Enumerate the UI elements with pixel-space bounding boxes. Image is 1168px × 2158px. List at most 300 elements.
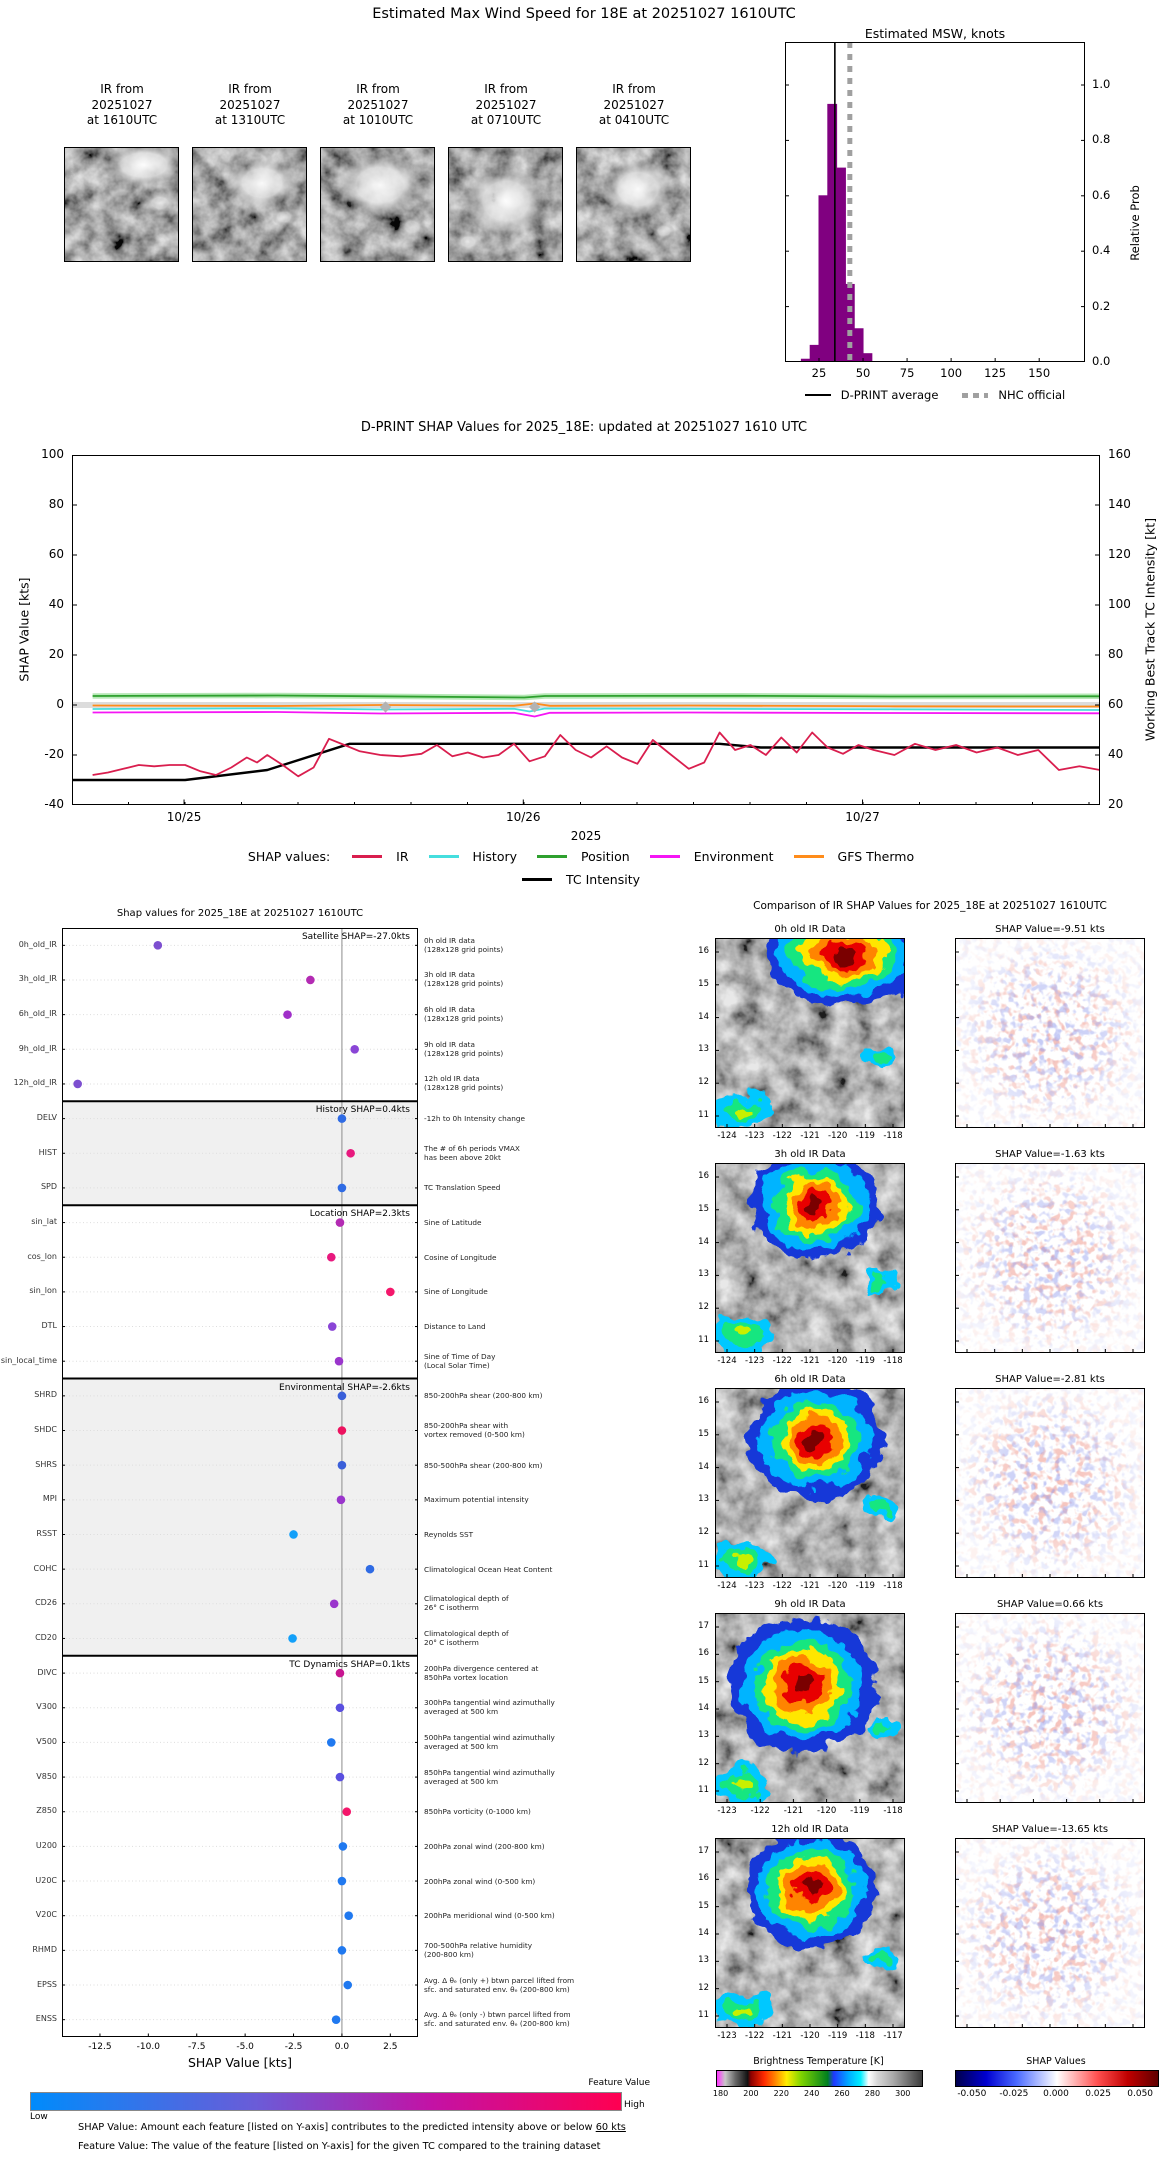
ir-map-xtick: -119 — [855, 1131, 875, 1141]
feature-description — [424, 1461, 594, 1470]
shap-dot-V20C — [344, 1911, 353, 1920]
ir-data-title: 0h old IR Data — [774, 924, 846, 935]
feature-description-line: 850-200hPa shear (200-800 km) — [424, 1391, 543, 1401]
feature-description-line: 850hPa vorticity (0-1000 km) — [424, 1807, 531, 1817]
feature-description-line: 850hPa tangential wind azimuthally — [424, 1767, 555, 1777]
feature-description-line: Reynolds SST — [424, 1529, 474, 1539]
shap-dot-cos_lon — [327, 1253, 336, 1262]
feature-description — [424, 1322, 594, 1331]
histogram-xtick-label: 75 — [899, 366, 915, 380]
ir-map-xtick: -119 — [855, 1581, 875, 1591]
feature-label-DTL: DTL — [41, 1321, 57, 1331]
shap-dot-DTL — [328, 1322, 337, 1331]
ir-map-xtick: -120 — [828, 1131, 848, 1141]
ir-map-xtick: -121 — [800, 1131, 820, 1141]
feature-label-sin_lon: sin_lon — [29, 1286, 57, 1296]
ir-map-xtick: -121 — [772, 2031, 792, 2041]
feature-description — [424, 1807, 594, 1816]
timeseries-left-ytick: 40 — [48, 597, 64, 611]
timeseries-left-ytick: 60 — [48, 547, 64, 561]
feature-label-SHRS: SHRS — [35, 1459, 57, 1469]
timeseries-left-ytick: 100 — [41, 447, 64, 461]
timeseries-right-ytick: 80 — [1108, 647, 1124, 661]
feature-label-3h_old_IR: 3h_old_IR — [18, 974, 57, 984]
shap-dot-DIVC — [336, 1669, 345, 1678]
feature-description-line: (200-800 km) — [424, 1949, 474, 1959]
timeseries-right-ytick: 140 — [1108, 497, 1131, 511]
dprint-average-label: D-PRINT average — [840, 388, 939, 402]
feature-description — [424, 1183, 594, 1192]
feature-colorbar-title: Feature Value — [588, 2078, 650, 2088]
feature-description-line: Avg. Δ θₑ (only +) btwn parcel lifted from — [424, 1975, 575, 1985]
series-line-ir — [93, 733, 1100, 777]
feature-description-line: Climatological Ocean Heat Content — [424, 1564, 553, 1574]
shap-dot-CD26 — [330, 1599, 339, 1608]
feature-description-line: 200hPa zonal wind (0-500 km) — [424, 1876, 536, 1886]
ir-map-xtick: -122 — [772, 1356, 792, 1366]
ir-thumbnail-caption-line: at 0410UTC — [598, 113, 670, 127]
feature-description-line: -12h to 0h Intensity change — [424, 1114, 526, 1124]
ir-map-xtick: -123 — [745, 1131, 765, 1141]
ir-map-xtick: -122 — [745, 2031, 765, 2041]
shap-dot-RSST — [289, 1530, 298, 1539]
ir-map-ytick: 14 — [698, 1928, 709, 1938]
feature-description — [424, 1495, 594, 1504]
shap-colorbar — [955, 2070, 1159, 2087]
ir-satellite-thumbnail — [448, 147, 563, 262]
feature-label-U20C: U20C — [35, 1875, 57, 1885]
shap-value-map — [955, 1613, 1145, 1803]
ir-map-ytick: 16 — [698, 946, 709, 956]
histogram-xtick-label: 50 — [855, 366, 871, 380]
shap-dot-sin_local_time — [335, 1357, 344, 1366]
ir-map-xtick: -120 — [828, 1581, 848, 1591]
shap-dot-RHMD — [338, 1946, 347, 1955]
feature-description-line: 3h old IR data — [424, 970, 476, 980]
ir-thumbnail-caption — [313, 82, 443, 129]
feature-description-line: (128x128 grid points) — [424, 979, 504, 989]
timeseries-legend-title: SHAP values: — [247, 849, 331, 864]
timeseries-right-ytick: 120 — [1108, 547, 1131, 561]
ir-data-title: 3h old IR Data — [774, 1149, 846, 1160]
dotplot-xtick-label: -2.5 — [284, 2042, 303, 2052]
ir-map-ytick: 12 — [698, 1982, 709, 1993]
shap-dot-3h_old_IR — [306, 976, 315, 985]
ir-data-map — [715, 1613, 905, 1803]
feature-description — [424, 1352, 594, 1370]
feature-label-cos_lon: cos_lon — [27, 1251, 57, 1261]
timeseries-xlabel: 2025 — [570, 829, 602, 843]
shap-dot-6h_old_IR — [283, 1010, 292, 1019]
legend-label-history: History — [472, 849, 518, 864]
ir-satellite-thumbnail — [64, 147, 179, 262]
bt-colorbar-tick: 220 — [773, 2089, 789, 2098]
feature-label-ENSS: ENSS — [35, 2014, 57, 2024]
ir-map-ytick: 15 — [698, 1675, 709, 1686]
timeseries-ylabel-left: SHAP Value [kts] — [16, 577, 32, 682]
ir-thumbnail-caption — [185, 82, 315, 129]
bt-colorbar-tick: 240 — [804, 2089, 820, 2098]
ir-map-xtick: -119 — [850, 1806, 870, 1816]
shap-map-title: SHAP Value=-2.81 kts — [995, 1374, 1105, 1385]
ir-map-ytick: 12 — [698, 1302, 709, 1313]
ir-map-xtick: -120 — [800, 2031, 820, 2041]
ir-thumbnail-caption — [57, 82, 187, 129]
ir-thumbnail-caption-line: at 1010UTC — [342, 113, 414, 127]
histogram-ytick-label: 0.4 — [1092, 243, 1111, 258]
ir-thumbnail-caption-line: IR from — [100, 82, 144, 96]
feature-description — [424, 1565, 594, 1574]
ir-thumbnail-caption-line: IR from — [484, 82, 528, 96]
ir-thumbnail-caption — [569, 82, 699, 129]
shap-dot-sin_lon — [386, 1288, 395, 1297]
timeseries-plot — [72, 455, 1100, 805]
ir-thumbnail-caption — [441, 82, 571, 129]
feature-label-DIVC: DIVC — [37, 1667, 57, 1677]
ir-map-xtick: -122 — [750, 1806, 770, 1816]
timeseries-left-ytick: 80 — [48, 497, 64, 511]
shap-value-map — [955, 1163, 1145, 1353]
shap-dot-SHRD — [338, 1392, 347, 1401]
feature-description — [424, 1144, 594, 1162]
legend-swatch-environment — [650, 855, 680, 858]
feature-description-line: (Local Solar Time) — [424, 1360, 490, 1370]
shap-map-title: SHAP Value=-9.51 kts — [995, 924, 1105, 935]
feature-description-line: (128x128 grid points) — [424, 1014, 504, 1024]
ir-satellite-thumbnail — [320, 147, 435, 262]
ir-map-ytick: 17 — [698, 1846, 709, 1856]
feature-description — [424, 1698, 594, 1716]
ir-thumbnail-caption-line: 20251027 — [219, 97, 281, 112]
ir-map-ytick: 12 — [698, 1077, 709, 1088]
shap-map-title: SHAP Value=-1.63 kts — [995, 1149, 1105, 1160]
feature-description — [424, 1911, 594, 1920]
feature-description — [424, 1976, 594, 1994]
feature-label-12h_old_IR: 12h_old_IR — [13, 1078, 57, 1088]
feature-description-line: 26° C isotherm — [424, 1603, 479, 1613]
feature-description-line: (128x128 grid points) — [424, 1083, 504, 1093]
histogram-bar — [854, 329, 863, 362]
shap-dot-sin_lat — [336, 1218, 345, 1227]
dprint-average-swatch — [805, 394, 831, 396]
ir-map-ytick: 14 — [698, 1703, 709, 1713]
section-label-3: Environmental SHAP=-2.6kts — [279, 1382, 410, 1393]
histogram-xtick-label: 125 — [984, 366, 1007, 380]
feature-description-line: averaged at 500 km — [424, 1776, 499, 1786]
feature-label-V300: V300 — [36, 1702, 57, 1712]
feature-description-line: Sine of Latitude — [424, 1218, 482, 1228]
feature-description — [424, 1768, 594, 1786]
feature-description-line: has been above 20kt — [424, 1152, 501, 1162]
feature-label-SHDC: SHDC — [34, 1425, 57, 1435]
timeseries-xtick-label: 10/26 — [505, 810, 541, 824]
shap-value-map — [955, 1838, 1145, 2028]
feature-label-Z850: Z850 — [36, 1806, 57, 1816]
ir-map-ytick: 13 — [698, 1494, 709, 1505]
ir-map-ytick: 15 — [698, 1428, 709, 1439]
ir-map-xtick: -123 — [717, 1806, 737, 1816]
feature-description-line: 20° C isotherm — [424, 1637, 479, 1647]
nhc-official-label: NHC official — [998, 388, 1066, 402]
section-label-4: TC Dynamics SHAP=0.1kts — [289, 1659, 410, 1670]
dotplot-xtick-label: -7.5 — [187, 2042, 206, 2052]
feature-description-line: 300hPa tangential wind azimuthally — [424, 1698, 555, 1708]
shap-colorbar-tick: -0.050 — [957, 2089, 987, 2099]
shap-dot-0h_old_IR — [154, 941, 163, 950]
ir-thumbnail-caption-line: at 1310UTC — [214, 113, 286, 127]
dotplot-xtick-label: 2.5 — [383, 2042, 398, 2052]
ir-map-xtick: -118 — [883, 1806, 903, 1816]
footnote-shap-underline: 60 kts — [595, 2122, 626, 2133]
ir-data-title: 12h old IR Data — [771, 1824, 849, 1835]
legend-label-position: Position — [581, 849, 630, 864]
bt-colorbar-title: Brightness Temperature [K] — [753, 2056, 884, 2067]
feature-description-line: 700-500hPa relative humidity — [424, 1940, 533, 1950]
histogram-ytick-label: 0.8 — [1092, 132, 1111, 147]
series-line-tc-intensity — [72, 744, 1100, 780]
feature-description — [424, 1877, 594, 1886]
feature-description — [424, 1040, 594, 1058]
ir-map-xtick: -124 — [717, 1581, 737, 1591]
ir-thumbnail-caption-line: 20251027 — [475, 97, 537, 112]
timeseries-right-ytick: 60 — [1108, 697, 1124, 711]
shap-colorbar-tick: 0.025 — [1085, 2089, 1111, 2099]
shap-colorbar-title: SHAP Values — [1026, 2056, 1086, 2067]
ir-thumbnail-caption-line: at 0710UTC — [470, 113, 542, 127]
shap-dot-HIST — [346, 1149, 355, 1158]
ir-map-ytick: 16 — [698, 1171, 709, 1181]
ir-thumbnail-caption-line: 20251027 — [603, 97, 665, 112]
feature-label-CD20: CD20 — [35, 1632, 57, 1642]
ir-map-ytick: 16 — [698, 1396, 709, 1406]
feature-description — [424, 1733, 594, 1751]
shap-dot-SHRS — [338, 1461, 347, 1470]
feature-colorbar-high: High — [624, 2100, 645, 2110]
shap-map-title: SHAP Value=0.66 kts — [996, 1599, 1104, 1610]
feature-description-line: averaged at 500 km — [424, 1707, 499, 1717]
feature-description-line: Cosine of Longitude — [424, 1252, 497, 1262]
ir-map-xtick: -119 — [855, 1356, 875, 1366]
ir-map-xtick: -120 — [816, 1806, 837, 1816]
ir-map-ytick: 14 — [698, 1011, 709, 1022]
series-line-history — [93, 708, 1100, 711]
timeseries-xtick-label: 10/27 — [845, 810, 880, 824]
feature-description-line: Maximum potential intensity — [424, 1495, 529, 1505]
shap-dot-9h_old_IR — [350, 1045, 359, 1054]
dotplot-xtick-label: -12.5 — [88, 2042, 112, 2052]
ir-map-ytick: 13 — [698, 1730, 709, 1741]
shap-dot-Z850 — [342, 1807, 351, 1816]
histogram-ytick-label: 0.2 — [1092, 298, 1111, 313]
feature-label-COHC: COHC — [33, 1563, 57, 1573]
feature-description — [424, 1421, 594, 1439]
feature-description-line: 12h old IR data — [424, 1074, 480, 1084]
feature-description — [424, 970, 594, 988]
ir-map-ytick: 16 — [698, 1873, 709, 1884]
ir-map-xtick: -123 — [745, 1356, 765, 1366]
feature-description-line: 6h old IR data — [424, 1005, 476, 1015]
histogram-ylabel: Relative Prob — [1128, 185, 1142, 261]
ir-map-ytick: 14 — [698, 1461, 709, 1472]
feature-description-line: TC Translation Speed — [424, 1183, 501, 1193]
shap-colorbar-tick: -0.025 — [999, 2089, 1029, 2099]
ir-map-ytick: 12 — [698, 1527, 709, 1538]
legend-swatch-ir — [352, 855, 382, 858]
feature-description — [424, 1941, 594, 1959]
ir-thumbnail-caption-line: IR from — [612, 82, 656, 96]
timeseries-ylabel-right: Working Best Track TC Intensity [kt] — [1142, 517, 1158, 742]
shap-dot-V300 — [336, 1703, 345, 1712]
legend-swatch-history — [429, 855, 459, 858]
shap-dot-COHC — [366, 1565, 375, 1574]
nhc-official-swatch — [962, 393, 988, 398]
feature-label-0h_old_IR: 0h_old_IR — [18, 939, 57, 949]
feature-description-line: vortex removed (0-500 km) — [424, 1430, 525, 1440]
feature-description-line: Sine of Time of Day — [424, 1351, 496, 1361]
ir-map-xtick: -124 — [717, 1131, 737, 1141]
ir-map-ytick: 14 — [698, 1236, 709, 1247]
histogram-bar — [810, 345, 819, 362]
section-shading — [62, 1379, 418, 1656]
feature-description-line: 0h old IR data — [424, 935, 476, 945]
shap-dot-SPD — [338, 1184, 347, 1193]
ir-map-ytick: 15 — [698, 978, 709, 989]
feature-description-line: Sine of Longitude — [424, 1287, 488, 1297]
dotplot-plot — [62, 928, 418, 2037]
ir-map-xtick: -123 — [745, 1581, 765, 1591]
feature-label-sin_lat: sin_lat — [31, 1217, 57, 1227]
feature-description-line: Climatological depth of — [424, 1628, 509, 1638]
ir-thumbnail-caption-line: IR from — [356, 82, 400, 96]
legend-label-environment: Environment — [693, 849, 774, 864]
legend-label-ir: IR — [396, 849, 409, 864]
ir-map-xtick: -118 — [883, 1581, 903, 1591]
ir-map-ytick: 16 — [698, 1648, 709, 1659]
legend-label-tc-intensity: TC Intensity — [565, 872, 640, 887]
feature-description-line: Avg. Δ θₑ (only -) btwn parcel lifted from — [424, 2010, 571, 2020]
feature-description-line: 9h old IR data — [424, 1039, 476, 1049]
ir-map-xtick: -118 — [883, 1131, 903, 1141]
timeseries-left-ytick: -20 — [44, 747, 64, 761]
feature-label-EPSS: EPSS — [36, 1979, 57, 1989]
feature-label-HIST: HIST — [38, 1147, 57, 1157]
ir-map-ytick: 11 — [698, 1335, 709, 1345]
ir-data-map — [715, 1388, 905, 1578]
timeseries-xtick-label: 10/25 — [166, 810, 202, 824]
timeseries-right-ytick: 20 — [1108, 797, 1124, 811]
timeseries-legend-row — [0, 849, 1168, 864]
feature-label-DELV: DELV — [36, 1113, 57, 1123]
bt-colorbar-tick: 260 — [834, 2089, 850, 2098]
histogram-title: Estimated MSW, knots — [864, 26, 1006, 41]
ir-map-ytick: 13 — [698, 1269, 709, 1280]
ir-map-xtick: -121 — [783, 1806, 804, 1816]
histogram-ytick-label: 1.0 — [1092, 77, 1111, 91]
timeseries-right-ytick: 40 — [1108, 747, 1124, 761]
feature-description — [424, 1287, 594, 1296]
ir-map-xtick: -120 — [828, 1356, 848, 1366]
feature-description-line: 850hPa vortex location — [424, 1672, 509, 1682]
ir-map-xtick: -122 — [772, 1581, 792, 1591]
ir-map-xtick: -118 — [883, 1356, 903, 1366]
comparison-title: Comparison of IR SHAP Values for 2025_18E at 20251027 1610UTC — [753, 900, 1107, 912]
feature-description — [424, 1074, 594, 1092]
histogram-bar — [819, 196, 828, 362]
feature-label-V20C: V20C — [35, 1910, 57, 1920]
ir-satellite-thumbnail — [192, 147, 307, 262]
ir-map-xtick: -123 — [717, 2031, 737, 2041]
ir-map-ytick: 15 — [698, 1203, 709, 1214]
feature-description-line: 850-500hPa shear (200-800 km) — [424, 1460, 543, 1470]
histogram-xtick-label: 150 — [1028, 366, 1051, 380]
feature-description-line: 500hPa tangential wind azimuthally — [424, 1732, 555, 1742]
legend-swatch-gfs-thermo — [794, 855, 824, 858]
bt-colorbar-tick: 300 — [895, 2089, 911, 2098]
feature-label-9h_old_IR: 9h_old_IR — [18, 1043, 57, 1053]
shap-colorbar-tick: 0.000 — [1043, 2089, 1069, 2099]
section-label-0: Satellite SHAP=-27.0kts — [301, 932, 410, 942]
ir-map-ytick: 12 — [698, 1757, 709, 1768]
footnote-shap-value — [78, 2122, 626, 2133]
feature-description-line: Climatological depth of — [424, 1594, 509, 1604]
feature-label-sin_local_time: sin_local_time — [0, 1355, 57, 1365]
timeseries-left-ytick: 0 — [56, 697, 64, 711]
feature-description — [424, 1218, 594, 1227]
ir-map-xtick: -117 — [883, 2031, 903, 2041]
feature-description — [424, 1842, 594, 1851]
ir-map-ytick: 13 — [698, 1955, 709, 1966]
feature-label-V850: V850 — [36, 1771, 57, 1781]
feature-description — [424, 2010, 594, 2028]
ir-map-ytick: 15 — [698, 1900, 709, 1911]
feature-description-line: (128x128 grid points) — [424, 944, 504, 954]
timeseries-left-ytick: -40 — [44, 797, 64, 811]
feature-label-RHMD: RHMD — [32, 1944, 57, 1954]
feature-label-V500: V500 — [36, 1736, 57, 1746]
histogram-ytick-label: 0.6 — [1092, 187, 1111, 202]
feature-label-6h_old_IR: 6h_old_IR — [18, 1009, 57, 1019]
timeseries-right-ytick: 100 — [1108, 597, 1131, 611]
ir-map-ytick: 11 — [698, 1560, 709, 1570]
ir-map-xtick: -118 — [855, 2031, 875, 2041]
ir-thumbnail-caption-line: 20251027 — [347, 97, 409, 112]
shap-dot-ENSS — [332, 2015, 341, 2024]
shap-dot-V500 — [327, 1738, 336, 1747]
series-line-environment — [93, 712, 1100, 717]
feature-description — [424, 1629, 594, 1647]
feature-label-CD26: CD26 — [35, 1598, 57, 1608]
section-label-2: Location SHAP=2.3kts — [309, 1209, 410, 1220]
shap-dot-MPI — [337, 1496, 346, 1505]
feature-description-line: 200hPa zonal wind (200-800 km) — [424, 1841, 545, 1851]
feature-description-line: (128x128 grid points) — [424, 1048, 504, 1058]
feature-description — [424, 1530, 594, 1539]
feature-label-U200: U200 — [35, 1840, 57, 1850]
ir-data-map — [715, 938, 905, 1128]
histogram-ytick-label: 0.0 — [1092, 354, 1111, 368]
ir-data-title: 9h old IR Data — [774, 1599, 846, 1610]
ir-data-map — [715, 1838, 905, 2028]
feature-description — [424, 1391, 594, 1400]
footnote-shap-text: SHAP Value: Amount each feature [listed on Y-axis] contributes to the predicted intensity above or below — [78, 2122, 593, 2133]
feature-label-SPD: SPD — [40, 1182, 57, 1192]
dotplot-title: Shap values for 2025_18E at 20251027 1610UTC — [116, 908, 364, 919]
ir-map-ytick: 11 — [698, 1110, 709, 1120]
legend-label-gfs-thermo: GFS Thermo — [837, 849, 915, 864]
ir-map-ytick: 17 — [698, 1621, 709, 1631]
ir-map-ytick: 11 — [698, 2010, 709, 2020]
histogram-xtick-label: 100 — [940, 366, 963, 380]
